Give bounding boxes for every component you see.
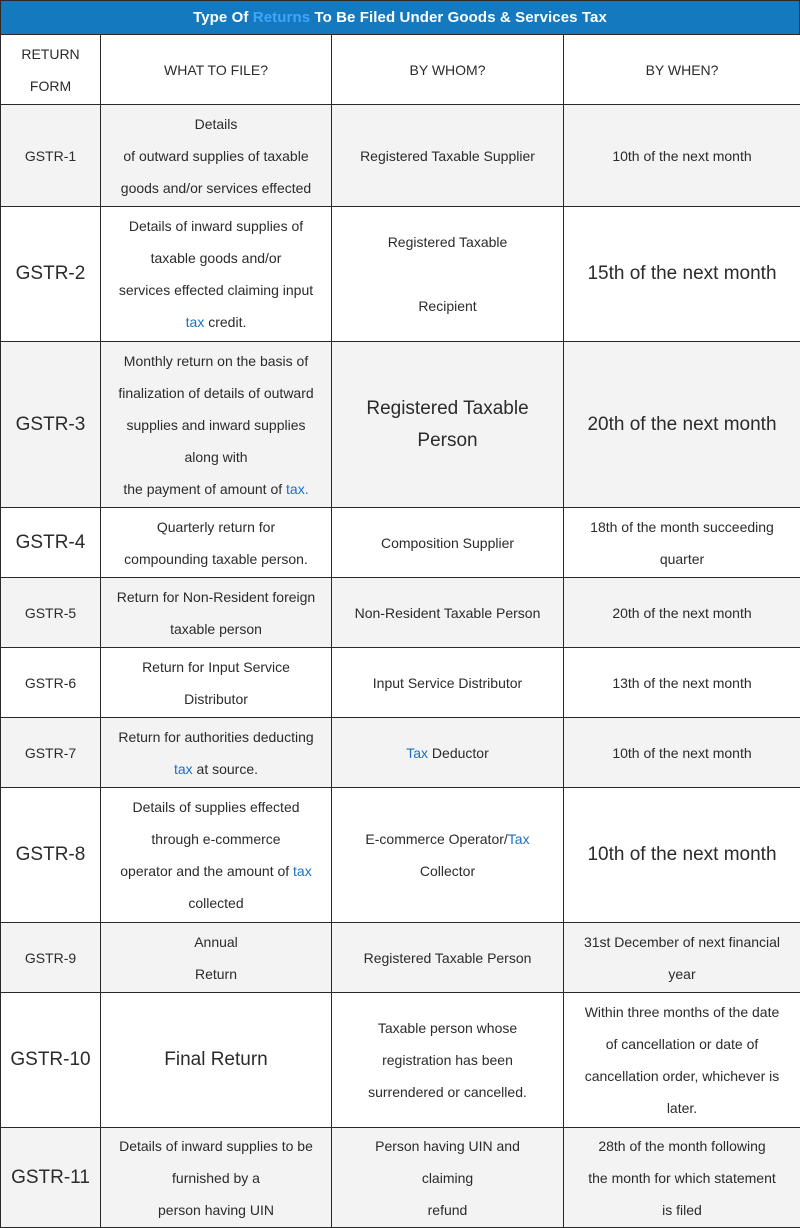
table-row xyxy=(1,993,800,1128)
return-form-cell: GSTR-10 xyxy=(1,993,101,1128)
whom-cell: Composition Supplier xyxy=(332,508,564,578)
table-row xyxy=(1,578,800,648)
table-row xyxy=(1,508,800,578)
table-row xyxy=(1,207,800,342)
tax-link[interactable]: tax xyxy=(174,761,193,777)
return-form-cell: GSTR-9 xyxy=(1,923,101,993)
when-cell: 28th of the month following the month for which statement is filed xyxy=(564,1128,800,1228)
title-highlight-link[interactable]: Returns xyxy=(253,9,310,26)
when-cell: 10th of the next month xyxy=(564,105,800,207)
whom-cell: Person having UIN and claiming refund xyxy=(332,1128,564,1228)
return-form-cell: GSTR-7 xyxy=(1,718,101,788)
table-row xyxy=(1,105,800,207)
what-cell: Details of outward supplies of taxable goods and/or services effected xyxy=(101,105,332,207)
header-whom: BY WHOM? xyxy=(332,35,564,105)
tax-link[interactable]: tax xyxy=(186,314,205,330)
header-return-form: RETURN FORM xyxy=(1,35,101,105)
return-form-cell: GSTR-6 xyxy=(1,648,101,718)
tax-link[interactable]: Tax xyxy=(406,745,428,761)
what-cell: Final Return xyxy=(101,993,332,1128)
title-after: To Be Filed Under Goods & Services Tax xyxy=(314,9,606,26)
tax-link[interactable]: Tax xyxy=(508,831,530,847)
return-form-cell: GSTR-4 xyxy=(1,508,101,578)
whom-cell: Registered Taxable Recipient xyxy=(332,207,564,342)
when-cell: 10th of the next month xyxy=(564,718,800,788)
whom-cell: Non-Resident Taxable Person xyxy=(332,578,564,648)
table-row xyxy=(1,923,800,993)
what-cell: Details of supplies effected through e-commerce operator and the amount of tax collected xyxy=(101,788,332,923)
table-row xyxy=(1,718,800,788)
when-cell: 10th of the next month xyxy=(564,788,800,923)
whom-cell: Input Service Distributor xyxy=(332,648,564,718)
table-row xyxy=(1,1128,800,1228)
what-cell: Return for Input Service Distributor xyxy=(101,648,332,718)
return-form-cell: GSTR-8 xyxy=(1,788,101,923)
return-form-cell: GSTR-1 xyxy=(1,105,101,207)
table-title xyxy=(0,0,800,34)
title-before: Type Of xyxy=(193,9,248,26)
table-row xyxy=(1,342,800,508)
header-when: BY WHEN? xyxy=(564,35,800,105)
what-cell: Details of inward supplies of taxable goods and/or services effected claiming input tax credit. xyxy=(101,207,332,342)
table-row xyxy=(1,648,800,718)
tax-link[interactable]: tax xyxy=(293,863,312,879)
what-cell: Monthly return on the basis of finalization of details of outward supplies and inward supplies along with the payment of amount of tax. xyxy=(101,342,332,508)
what-cell: Annual Return xyxy=(101,923,332,993)
whom-cell: Taxable person whose registration has been surrendered or cancelled. xyxy=(332,993,564,1128)
returns-table xyxy=(0,34,800,1228)
return-form-cell: GSTR-11 xyxy=(1,1128,101,1228)
what-cell: Return for Non-Resident foreign taxable person xyxy=(101,578,332,648)
header-what: WHAT TO FILE? xyxy=(101,35,332,105)
when-cell: 20th of the next month xyxy=(564,342,800,508)
when-cell: 20th of the next month xyxy=(564,578,800,648)
return-form-cell: GSTR-3 xyxy=(1,342,101,508)
whom-cell: Registered Taxable Person xyxy=(332,342,564,508)
what-cell: Details of inward supplies to be furnished by a person having UIN xyxy=(101,1128,332,1228)
when-cell: Within three months of the date of cancellation or date of cancellation order, whichever is later. xyxy=(564,993,800,1128)
table-row xyxy=(1,788,800,923)
when-cell: 31st December of next financial year xyxy=(564,923,800,993)
whom-cell: Registered Taxable Supplier xyxy=(332,105,564,207)
return-form-cell: GSTR-5 xyxy=(1,578,101,648)
whom-cell: E-commerce Operator/Tax Collector xyxy=(332,788,564,923)
what-cell: Quarterly return for compounding taxable person. xyxy=(101,508,332,578)
when-cell: 13th of the next month xyxy=(564,648,800,718)
whom-cell: Registered Taxable Person xyxy=(332,923,564,993)
when-cell: 18th of the month succeeding quarter xyxy=(564,508,800,578)
header-row xyxy=(1,35,800,105)
what-cell: Return for authorities deducting tax at source. xyxy=(101,718,332,788)
when-cell: 15th of the next month xyxy=(564,207,800,342)
tax-link[interactable]: tax. xyxy=(286,481,309,497)
whom-cell: Tax Deductor xyxy=(332,718,564,788)
return-form-cell: GSTR-2 xyxy=(1,207,101,342)
